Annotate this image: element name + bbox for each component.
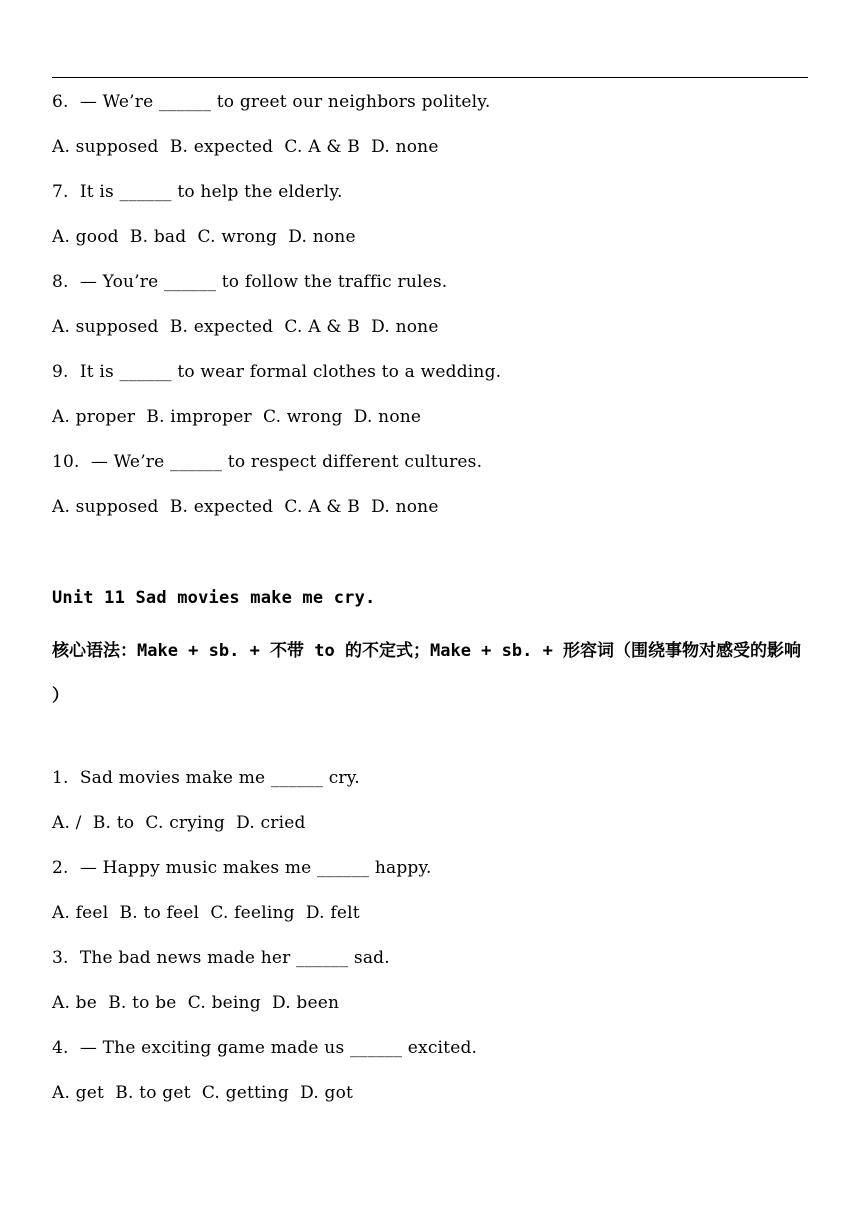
question-10-options: A. supposed B. expected C. A & B D. none — [52, 497, 439, 517]
question-7-options: A. good B. bad C. wrong D. none — [52, 227, 356, 247]
question-9-options: A. proper B. improper C. wrong D. none — [52, 407, 422, 427]
question-8-options: A. supposed B. expected C. A & B D. none — [52, 317, 439, 337]
question-9: 9. It is ______ to wear formal clothes to a wedding. — [52, 362, 502, 382]
question-2-options: A. feel B. to feel C. feeling D. felt — [52, 903, 360, 923]
question-7: 7. It is ______ to help the elderly. — [52, 182, 343, 202]
grammar-note: 核心语法：Make + sb. + 不带 to 的不定式；Make + sb. + 形容词（围绕事物对感受的影响 ） — [52, 641, 802, 706]
question-1-options: A. / B. to C. crying D. cried — [52, 813, 306, 833]
question-4: 4. — The exciting game made us ______ excited. — [52, 1038, 478, 1058]
question-1: 1. Sad movies make me ______ cry. — [52, 768, 360, 788]
unit-title: Unit 11 Sad movies make me cry. — [52, 588, 376, 608]
question-6: 6. — We’re ______ to greet our neighbors politely. — [52, 92, 491, 112]
question-3-options: A. be B. to be C. being D. been — [52, 993, 340, 1013]
header-rule — [52, 77, 808, 78]
question-3: 3. The bad news made her ______ sad. — [52, 948, 390, 968]
question-10: 10. — We’re ______ to respect different cultures. — [52, 452, 483, 472]
question-2: 2. — Happy music makes me ______ happy. — [52, 858, 432, 878]
question-6-options: A. supposed B. expected C. A & B D. none — [52, 137, 439, 157]
question-4-options: A. get B. to get C. getting D. got — [52, 1083, 354, 1103]
question-8: 8. — You’re ______ to follow the traffic rules. — [52, 272, 448, 292]
